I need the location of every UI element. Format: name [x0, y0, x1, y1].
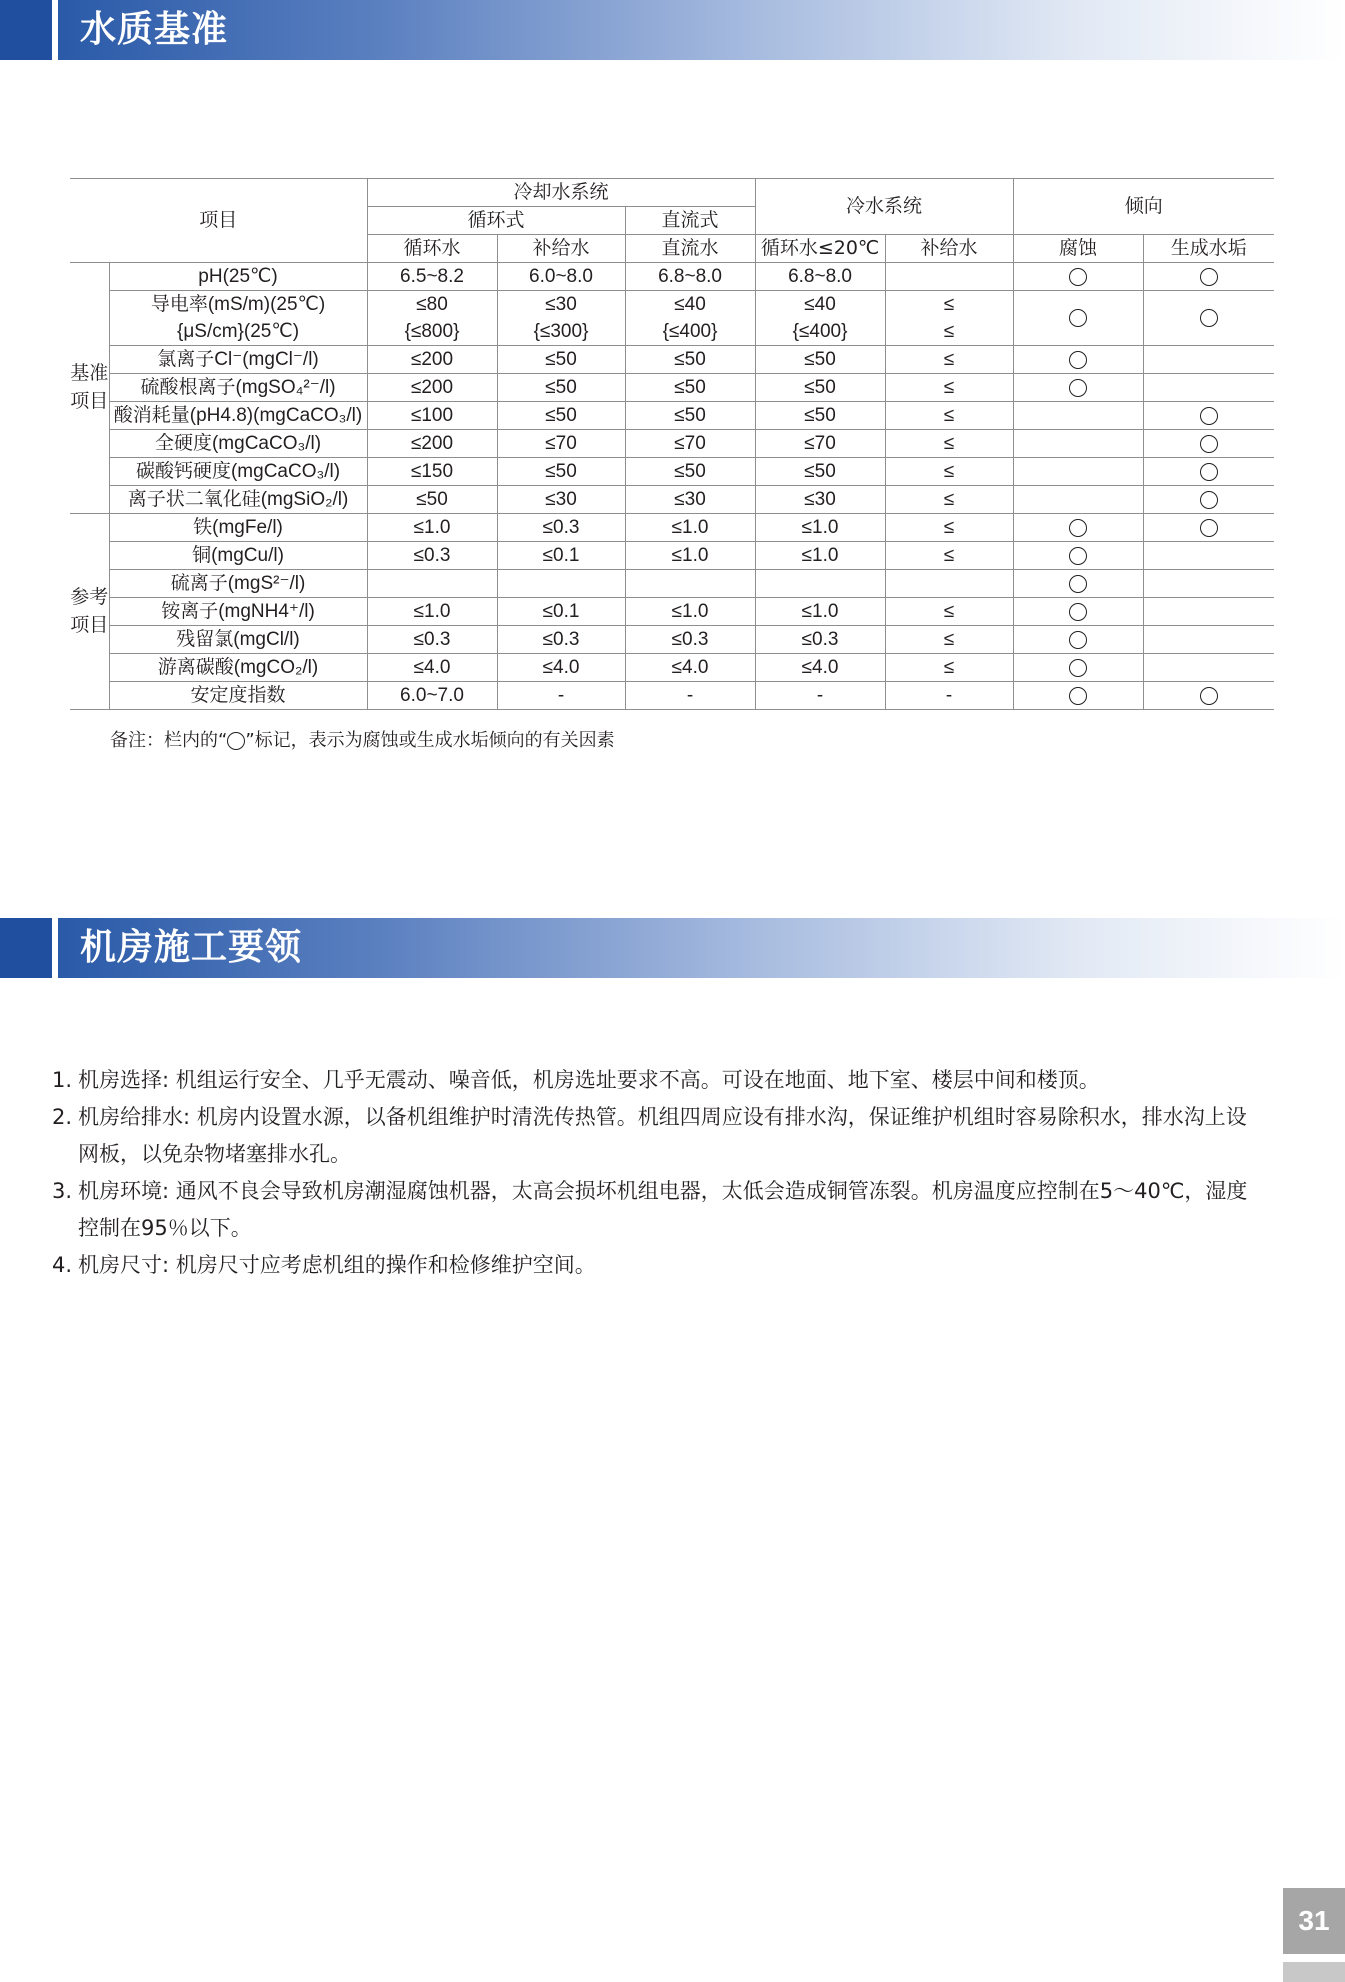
scaling-mark-cell	[1143, 514, 1274, 542]
circle-mark-icon	[1200, 309, 1218, 327]
value-cell	[885, 570, 1013, 598]
value-cell: ≤0.3	[497, 514, 625, 542]
header-item: 项目	[70, 179, 367, 263]
row-item-name: 离子状二氧化硅(mgSiO₂/l)	[109, 486, 367, 514]
value-cell: -	[755, 682, 885, 710]
corrosion-mark-cell	[1013, 682, 1143, 710]
circle-mark-icon	[1200, 268, 1218, 286]
row-item-name: 残留氯(mgCl/l)	[109, 626, 367, 654]
header-accent-block	[0, 0, 52, 60]
corrosion-mark-cell	[1013, 458, 1143, 486]
list-item-text: 机房环境: 通风不良会导致机房潮湿腐蚀机器，太高会损坏机组电器，太低会造成铜管冻裂。机房温度应控制在5～40℃，湿度控制在95％以下。	[78, 1179, 1248, 1240]
scaling-mark-cell	[1143, 570, 1274, 598]
value-cell: ≤30	[497, 486, 625, 514]
value-line2: {≤300}	[533, 321, 589, 342]
value-cell: ≤50	[755, 374, 885, 402]
group-label-reference: 参考项目	[70, 514, 109, 710]
value-cell: -	[885, 682, 1013, 710]
circle-mark-icon	[1069, 659, 1087, 677]
row-item-name	[109, 291, 367, 346]
scaling-mark-cell	[1143, 458, 1274, 486]
section-title: 机房施工要领	[80, 927, 303, 968]
value-cell: ≤200	[367, 346, 497, 374]
value-cell	[497, 570, 625, 598]
value-cell: ≤30	[755, 486, 885, 514]
row-item-name: 碳酸钙硬度(mgCaCO₃/l)	[109, 458, 367, 486]
row-item-name: 铜(mgCu/l)	[109, 542, 367, 570]
scaling-mark-cell	[1143, 542, 1274, 570]
value-cell	[625, 570, 755, 598]
row-item-name: 硫离子(mgS²⁻/l)	[109, 570, 367, 598]
value-cell: ≤30	[625, 486, 755, 514]
value-cell: ≤0.3	[367, 542, 497, 570]
circle-mark-icon	[1069, 547, 1087, 565]
table-row	[70, 654, 1274, 682]
list-item	[52, 1247, 1262, 1284]
value-cell	[755, 570, 885, 598]
value-cell: ≤1.0	[625, 542, 755, 570]
list-item-number: 4.	[52, 1253, 73, 1277]
note-suffix: ”标记，表示为腐蚀或生成水垢倾向的有关因素	[245, 730, 615, 751]
value-line1: ≤	[943, 294, 955, 315]
header-corrosion: 腐蚀	[1013, 235, 1143, 263]
page-number-strip	[1283, 1962, 1345, 1982]
corrosion-mark-cell	[1013, 654, 1143, 682]
scaling-mark-cell	[1143, 346, 1274, 374]
circle-mark-icon	[1069, 309, 1087, 327]
circle-mark-icon	[1200, 463, 1218, 481]
value-cell: ≤150	[367, 458, 497, 486]
row-item-name: 游离碳酸(mgCO₂/l)	[109, 654, 367, 682]
row-item-name: 全硬度(mgCaCO₃/l)	[109, 430, 367, 458]
header-direct-type: 直流式	[625, 207, 755, 235]
value-cell	[367, 570, 497, 598]
value-cell: ≤	[885, 542, 1013, 570]
list-item-number: 2.	[52, 1105, 73, 1129]
value-cell: ≤70	[755, 430, 885, 458]
value-cell	[625, 291, 755, 346]
scaling-mark-cell	[1143, 598, 1274, 626]
circle-mark-icon	[1200, 519, 1218, 537]
value-cell: ≤50	[755, 346, 885, 374]
corrosion-mark-cell	[1013, 402, 1143, 430]
value-cell: ≤4.0	[497, 654, 625, 682]
section-header-water-quality	[0, 0, 1345, 60]
value-line2: {≤400}	[662, 321, 718, 342]
row-item-name: 硫酸根离子(mgSO₄²⁻/l)	[109, 374, 367, 402]
value-cell: ≤100	[367, 402, 497, 430]
circle-mark-icon	[1069, 519, 1087, 537]
value-cell: ≤50	[625, 458, 755, 486]
value-cell: ≤200	[367, 430, 497, 458]
value-cell: ≤	[885, 430, 1013, 458]
value-line1: ≤40	[674, 294, 706, 315]
table-row	[70, 542, 1274, 570]
value-line2: {≤800}	[404, 321, 460, 342]
value-cell: ≤	[885, 514, 1013, 542]
corrosion-mark-cell	[1013, 542, 1143, 570]
header-gradient-band	[58, 0, 1345, 60]
group-label-base: 基准项目	[70, 263, 109, 514]
value-cell	[885, 263, 1013, 291]
corrosion-mark-cell	[1013, 570, 1143, 598]
value-cell: ≤50	[625, 346, 755, 374]
circle-mark-icon	[1200, 491, 1218, 509]
value-line1: ≤30	[545, 294, 577, 315]
value-cell: ≤	[885, 598, 1013, 626]
value-cell: ≤70	[625, 430, 755, 458]
value-cell: ≤1.0	[625, 514, 755, 542]
value-cell: ≤50	[497, 374, 625, 402]
header-tendency: 倾向	[1013, 179, 1274, 235]
corrosion-mark-cell	[1013, 346, 1143, 374]
value-cell: ≤70	[497, 430, 625, 458]
header-accent-block	[0, 918, 52, 978]
table-note	[110, 726, 615, 752]
value-cell: ≤4.0	[755, 654, 885, 682]
value-cell: ≤	[885, 402, 1013, 430]
scaling-mark-cell	[1143, 682, 1274, 710]
value-cell: ≤50	[367, 486, 497, 514]
section-header-machine-room	[0, 918, 1345, 978]
circle-mark-icon	[1069, 351, 1087, 369]
value-cell: ≤200	[367, 374, 497, 402]
table-row	[70, 514, 1274, 542]
table-row	[70, 374, 1274, 402]
value-cell: ≤0.1	[497, 542, 625, 570]
table-row	[70, 402, 1274, 430]
table-row	[70, 263, 1274, 291]
header-circ-water: 循环水	[367, 235, 497, 263]
header-chilled-circ: 循环水≤20℃	[755, 235, 885, 263]
scaling-mark-cell	[1143, 263, 1274, 291]
table-row	[70, 626, 1274, 654]
value-cell: 6.0~8.0	[497, 263, 625, 291]
list-item	[52, 1062, 1262, 1099]
value-line1: ≤40	[804, 294, 836, 315]
list-item-number: 3.	[52, 1179, 73, 1203]
value-cell: ≤	[885, 374, 1013, 402]
row-item-name: 氯离子Cl⁻(mgCl⁻/l)	[109, 346, 367, 374]
circle-mark-icon	[1069, 687, 1087, 705]
corrosion-mark-cell	[1013, 598, 1143, 626]
header-direct-water: 直流水	[625, 235, 755, 263]
list-item-text: 机房给排水: 机房内设置水源，以备机组维护时清洗传热管。机组四周应设有排水沟，保证维护机组时容易除积水，排水沟上设网板，以免杂物堵塞排水孔。	[78, 1105, 1247, 1166]
section-title: 水质基准	[80, 9, 229, 50]
value-cell: ≤50	[497, 458, 625, 486]
corrosion-mark-cell	[1013, 263, 1143, 291]
value-cell	[755, 291, 885, 346]
scaling-mark-cell	[1143, 654, 1274, 682]
value-cell: ≤	[885, 458, 1013, 486]
circle-mark-icon	[1069, 379, 1087, 397]
value-cell: 6.0~7.0	[367, 682, 497, 710]
value-cell: ≤1.0	[367, 598, 497, 626]
value-cell: -	[625, 682, 755, 710]
corrosion-mark-cell	[1013, 430, 1143, 458]
value-cell	[367, 291, 497, 346]
table-row	[70, 570, 1274, 598]
corrosion-mark-cell	[1013, 626, 1143, 654]
circle-mark-icon	[1200, 407, 1218, 425]
row-item-name: pH(25℃)	[109, 263, 367, 291]
value-cell: ≤0.3	[625, 626, 755, 654]
table-row	[70, 291, 1274, 346]
scaling-mark-cell	[1143, 291, 1274, 346]
value-line2: {≤400}	[792, 321, 848, 342]
corrosion-mark-cell	[1013, 486, 1143, 514]
value-cell: ≤50	[755, 458, 885, 486]
value-line1: ≤80	[416, 294, 448, 315]
value-cell: ≤	[885, 346, 1013, 374]
row-item-name: 酸消耗量(pH4.8)(mgCaCO₃/l)	[109, 402, 367, 430]
header-chilled-system: 冷水系统	[755, 179, 1013, 235]
value-cell: ≤1.0	[755, 598, 885, 626]
value-cell: 6.8~8.0	[625, 263, 755, 291]
list-item	[52, 1099, 1262, 1173]
value-cell: ≤1.0	[367, 514, 497, 542]
corrosion-mark-cell	[1013, 514, 1143, 542]
circle-mark-icon	[1069, 575, 1087, 593]
row-item-name: 安定度指数	[109, 682, 367, 710]
value-line2: ≤	[943, 321, 955, 342]
table-row	[70, 458, 1274, 486]
value-cell: ≤50	[755, 402, 885, 430]
note-prefix: 备注：栏内的“	[110, 730, 228, 751]
value-cell: ≤0.3	[367, 626, 497, 654]
value-cell: ≤50	[497, 402, 625, 430]
corrosion-mark-cell	[1013, 374, 1143, 402]
value-cell: ≤0.3	[755, 626, 885, 654]
list-item-text: 机房尺寸: 机房尺寸应考虑机组的操作和检修维护空间。	[78, 1253, 596, 1277]
value-cell: 6.5~8.2	[367, 263, 497, 291]
list-item	[52, 1173, 1262, 1247]
value-cell: ≤1.0	[625, 598, 755, 626]
scaling-mark-cell	[1143, 626, 1274, 654]
value-cell	[497, 291, 625, 346]
page-number: 31	[1283, 1888, 1345, 1954]
corrosion-mark-cell	[1013, 291, 1143, 346]
row-item-name: 铵离子(mgNH4⁺/l)	[109, 598, 367, 626]
circle-mark-icon	[1069, 603, 1087, 621]
value-cell: -	[497, 682, 625, 710]
value-cell: ≤4.0	[367, 654, 497, 682]
scaling-mark-cell	[1143, 374, 1274, 402]
value-cell: ≤0.3	[497, 626, 625, 654]
value-cell: ≤50	[625, 374, 755, 402]
row-item-name-line2: {μS/cm}(25℃)	[176, 321, 300, 342]
circle-mark-icon	[1200, 435, 1218, 453]
table-row	[70, 682, 1274, 710]
value-cell	[885, 291, 1013, 346]
circle-mark-icon	[227, 732, 245, 750]
row-item-name-line1: 导电率(mS/m)(25℃)	[150, 294, 326, 315]
scaling-mark-cell	[1143, 402, 1274, 430]
header-cooling-system: 冷却水系统	[367, 179, 755, 207]
header-makeup-water: 补给水	[497, 235, 625, 263]
header-circulating-type: 循环式	[367, 207, 625, 235]
circle-mark-icon	[1069, 268, 1087, 286]
value-cell: ≤0.1	[497, 598, 625, 626]
row-item-name: 铁(mgFe/l)	[109, 514, 367, 542]
value-cell: ≤	[885, 654, 1013, 682]
value-cell: ≤	[885, 486, 1013, 514]
value-cell: ≤4.0	[625, 654, 755, 682]
value-cell: ≤1.0	[755, 514, 885, 542]
requirements-list	[52, 1062, 1262, 1284]
header-scaling: 生成水垢	[1143, 235, 1274, 263]
circle-mark-icon	[1069, 631, 1087, 649]
table-row	[70, 598, 1274, 626]
value-cell: ≤	[885, 626, 1013, 654]
scaling-mark-cell	[1143, 430, 1274, 458]
table-row	[70, 430, 1274, 458]
table-row	[70, 486, 1274, 514]
value-cell: ≤50	[497, 346, 625, 374]
scaling-mark-cell	[1143, 486, 1274, 514]
list-item-number: 1.	[52, 1068, 73, 1092]
header-chilled-makeup: 补给水	[885, 235, 1013, 263]
value-cell: ≤1.0	[755, 542, 885, 570]
water-quality-table	[70, 178, 1274, 710]
circle-mark-icon	[1200, 687, 1218, 705]
table-row	[70, 346, 1274, 374]
value-cell: ≤50	[625, 402, 755, 430]
value-cell: 6.8~8.0	[755, 263, 885, 291]
list-item-text: 机房选择: 机组运行安全、几乎无震动、噪音低，机房选址要求不高。可设在地面、地下室、楼层中间和楼顶。	[78, 1068, 1100, 1092]
